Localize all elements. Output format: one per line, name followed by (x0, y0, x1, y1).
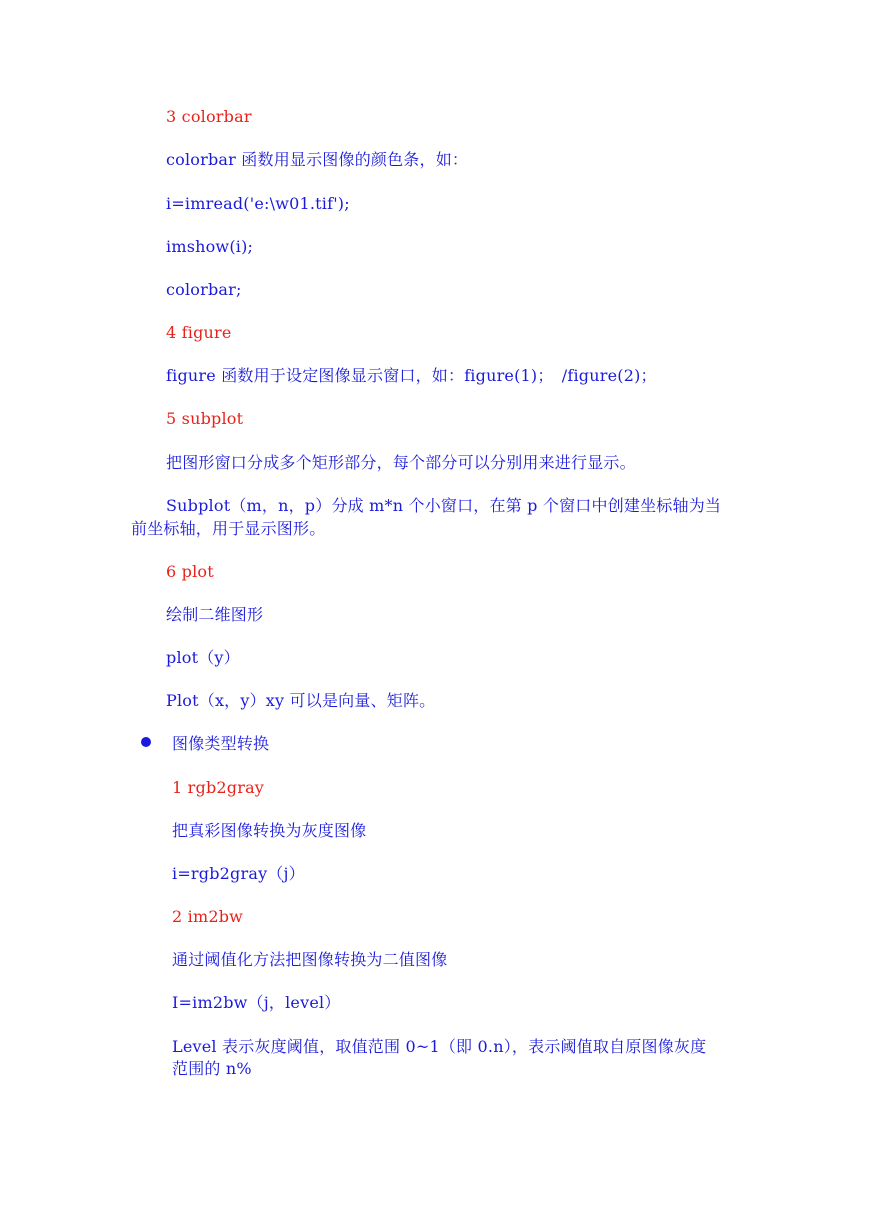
code-line-im2bw: I=im2bw（j，level） (172, 993, 341, 1012)
section-heading-plot: 6 plot (166, 562, 214, 581)
rgb2gray-description: 把真彩图像转换为灰度图像 (172, 821, 367, 840)
section-heading-figure: 4 figure (166, 323, 232, 342)
im2bw-description: 通过阈值化方法把图像转换为二值图像 (172, 950, 448, 969)
code-line-imshow: imshow(i); (166, 237, 254, 256)
code-line-plot-y: plot（y） (166, 648, 240, 667)
code-line-rgb2gray: i=rgb2gray（j） (172, 864, 305, 883)
subplot-description: 把图形窗口分成多个矩形部分，每个部分可以分别用来进行显示。 (166, 453, 636, 472)
bullet-dot-icon (141, 737, 151, 747)
colorbar-description: colorbar 函数用显示图像的颜色条，如： (166, 150, 469, 169)
subplot-paragraph-line1: Subplot（m，n，p）分成 m*n 个小窗口，在第 p 个窗口中创建坐标轴为当 (166, 496, 722, 515)
code-line-imread: i=imread('e:\w01.tif'); (166, 194, 350, 213)
subplot-paragraph-line2: 前坐标轴，用于显示图形。 (131, 519, 326, 538)
plot-description: 绘制二维图形 (166, 605, 264, 624)
code-line-colorbar: colorbar; (166, 280, 242, 299)
section-heading-colorbar: 3 colorbar (166, 107, 252, 126)
code-line-plot-xy: Plot（x，y）xy 可以是向量、矩阵。 (166, 691, 436, 710)
figure-description: figure 函数用于设定图像显示窗口，如：figure(1)； /figure(2)； (166, 366, 657, 385)
section-heading-subplot: 5 subplot (166, 409, 244, 428)
level-note-line2: 范围的 n% (172, 1059, 252, 1078)
bullet-heading-image-type-conversion: 图像类型转换 (172, 734, 270, 753)
section-heading-im2bw: 2 im2bw (172, 907, 244, 926)
level-note-line1: Level 表示灰度阈值，取值范围 0~1（即 0.n），表示阈值取自原图像灰度 (172, 1037, 707, 1056)
section-heading-rgb2gray: 1 rgb2gray (172, 778, 265, 797)
